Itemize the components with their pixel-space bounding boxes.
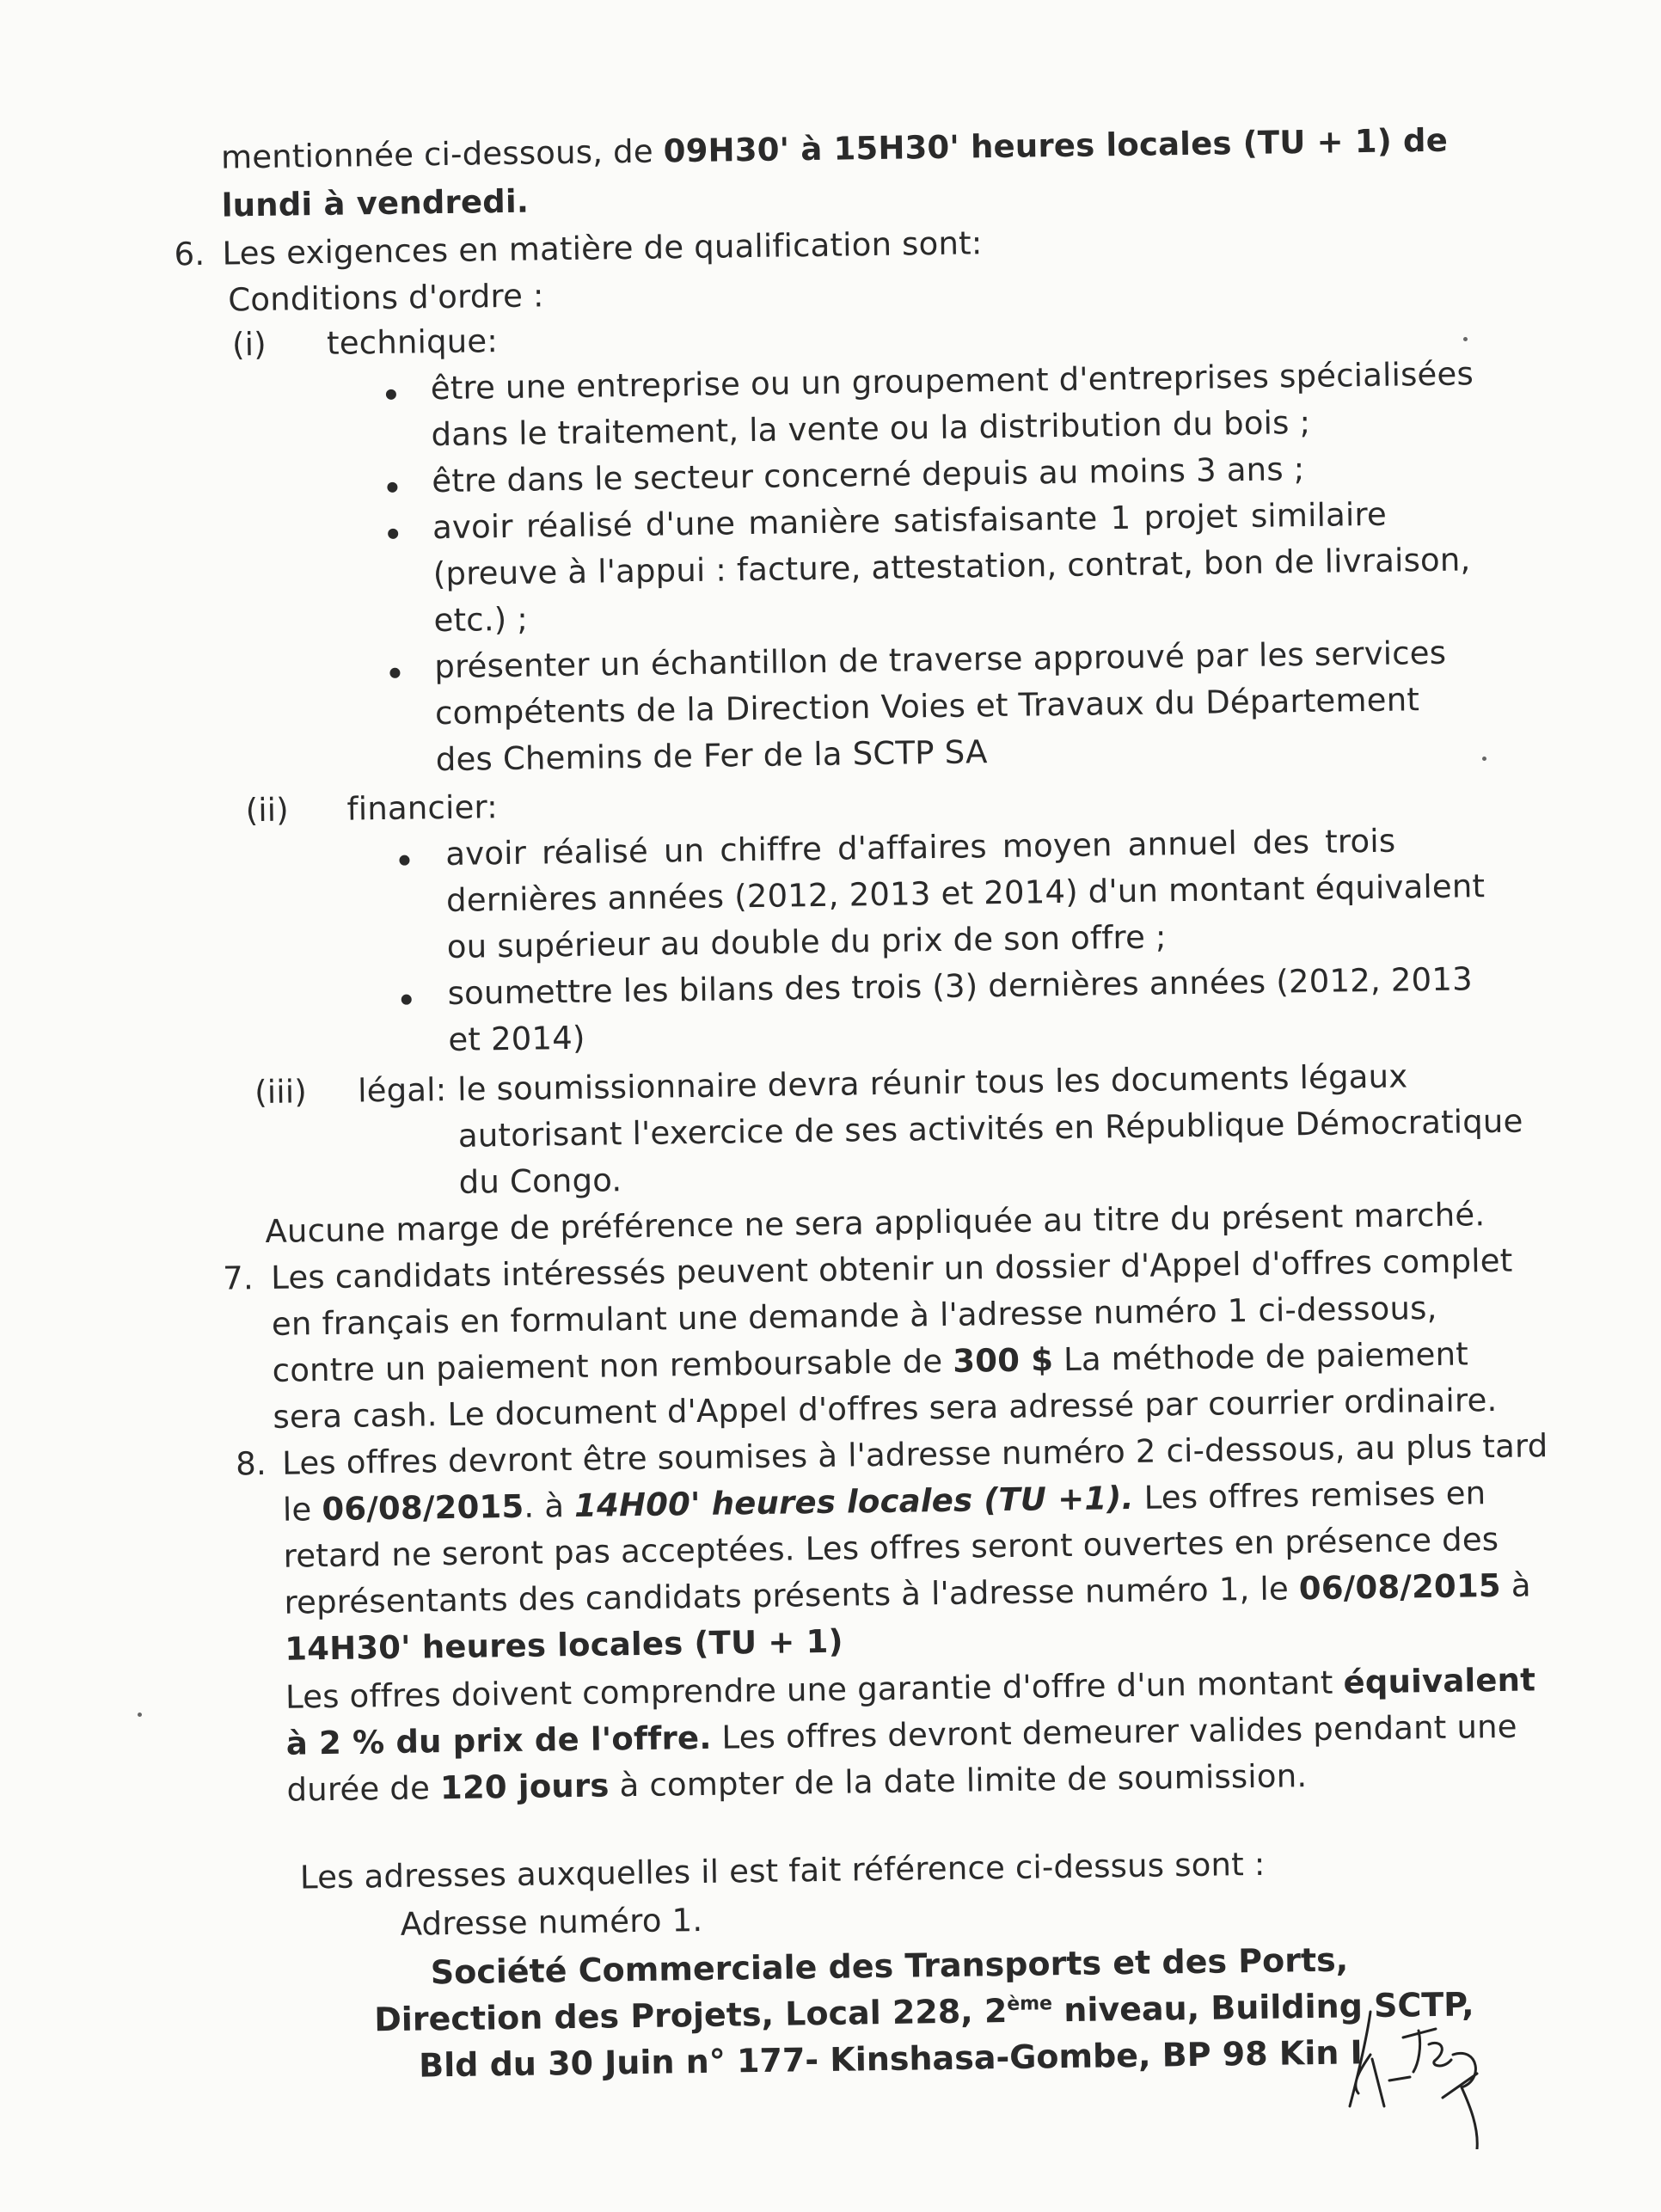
address-1-line1: Société Commerciale des Transports et des Ports,	[430, 1940, 1349, 1992]
handwritten-initials-icon	[1333, 1977, 1505, 2149]
legal-line1: le soumissionnaire devra réunir tous les documents légaux	[457, 1057, 1408, 1108]
financier-label: financier:	[346, 788, 499, 828]
section-8-line4: représentants des candidats présents à l'adresse numéro 1, le 06/08/2015 à	[284, 1566, 1531, 1621]
technique-label: technique:	[326, 322, 499, 362]
section-8-line5: 14H30' heures locales (TU + 1)	[284, 1622, 843, 1668]
conditions-label: Conditions d'ordre :	[228, 277, 544, 319]
technique-b1-line2: dans le traitement, la vente ou la distribution du bois ;	[431, 403, 1311, 454]
financier-b1-line1: avoir réalisé un chiffre d'affaires moyen annuel des trois	[445, 822, 1396, 873]
scan-speck	[138, 1713, 142, 1717]
technique-b4-line3: des Chemins de Fer de la SCTP SA	[435, 733, 988, 779]
addresses-intro: Les adresses auxquelles il est fait référence ci-dessus sont :	[299, 1845, 1266, 1896]
financier-b2-line1: soumettre les bilans des trois (3) dernières années (2012, 2013	[447, 960, 1474, 1012]
technique-b1-line1: être une entreprise ou un groupement d'entreprises spécialisées	[430, 355, 1474, 407]
section-7-number: 7.	[222, 1259, 254, 1297]
section-8-line7: à 2 % du prix de l'offre. Les offres devront demeurer valides pendant une	[285, 1707, 1517, 1762]
section-7-line2: en français en formulant une demande à l'adresse numéro 1 ci-dessous,	[271, 1289, 1437, 1343]
technique-b3-line3: etc.) ;	[433, 600, 529, 640]
legal-label: légal:	[357, 1071, 447, 1110]
intro-line-2: lundi à vendredi.	[221, 182, 530, 224]
scan-speck	[1463, 337, 1468, 341]
bullet-icon	[389, 668, 400, 678]
section-8-line1: Les offres devront être soumises à l'adresse numéro 2 ci-dessous, au plus tard	[281, 1427, 1548, 1482]
technique-b4-line1: présenter un échantillon de traverse approuvé par les services	[434, 634, 1447, 686]
financier-b1-line3: ou supérieur au double du prix de son offre ;	[446, 918, 1167, 965]
technique-b4-line2: compétents de la Direction Voies et Travaux du Département	[434, 681, 1420, 732]
roman-i: (i)	[231, 325, 267, 364]
bullet-icon	[401, 995, 412, 1005]
address-1-line3: Bld du 30 Juin n° 177- Kinshasa-Gombe, BP 98 Kin I	[418, 2033, 1364, 2085]
scan-speck	[1482, 757, 1486, 761]
bullet-icon	[387, 482, 397, 493]
roman-iii: (iii)	[254, 1073, 308, 1112]
address-1-label: Adresse numéro 1.	[400, 1901, 703, 1943]
bullet-icon	[399, 855, 409, 866]
section-8-line3: retard ne seront pas acceptées. Les offres seront ouvertes en présence des	[283, 1520, 1499, 1575]
section-8-line6: Les offres doivent comprendre une garantie d'offre d'un montant équivalent	[285, 1661, 1536, 1716]
roman-ii: (ii)	[245, 791, 290, 830]
section-7-line4: sera cash. Le document d'Appel d'offres sera adressé par courrier ordinaire.	[273, 1381, 1498, 1436]
marge-statement: Aucune marge de préférence ne sera appliquée au titre du présent marché.	[265, 1196, 1486, 1250]
technique-b2-line1: être dans le secteur concerné depuis au moins 3 ans ;	[432, 450, 1305, 500]
technique-b3-line1: avoir réalisé d'une manière satisfaisante 1 projet similaire	[432, 495, 1388, 547]
legal-line3: du Congo.	[458, 1161, 622, 1201]
section-8-line8: durée de 120 jours à compter de la date limite de soumission.	[286, 1757, 1308, 1809]
section-8-line2: le 06/08/2015. à 14H00' heures locales (TU +1). Les offres remises en	[282, 1474, 1486, 1529]
section-6-number: 6.	[174, 235, 205, 273]
financier-b1-line2: dernières années (2012, 2013 et 2014) d'un montant équivalent	[445, 867, 1486, 919]
section-7-line1: Les candidats intéressés peuvent obtenir un dossier d'Appel d'offres complet	[270, 1241, 1513, 1296]
legal-line2: autorisant l'exercice de ses activités en République Démocratique	[457, 1102, 1523, 1155]
address-1-line2: Direction des Projets, Local 228, 2ème niveau, Building SCTP,	[373, 1985, 1474, 2039]
intro-line-1: mentionnée ci-dessous, de 09H30' à 15H30' heures locales (TU + 1) de	[220, 121, 1449, 176]
technique-b3-line2: (preuve à l'appui : facture, attestation, contrat, bon de livraison,	[432, 541, 1471, 593]
section-6-title: Les exigences en matière de qualification sont:	[222, 224, 983, 273]
bullet-icon	[386, 389, 396, 400]
financier-b2-line2: et 2014)	[448, 1019, 585, 1058]
section-7-line3: contre un paiement non remboursable de 300 $ La méthode de paiement	[272, 1335, 1469, 1389]
section-8-number: 8.	[235, 1444, 267, 1483]
bullet-icon	[388, 529, 398, 539]
